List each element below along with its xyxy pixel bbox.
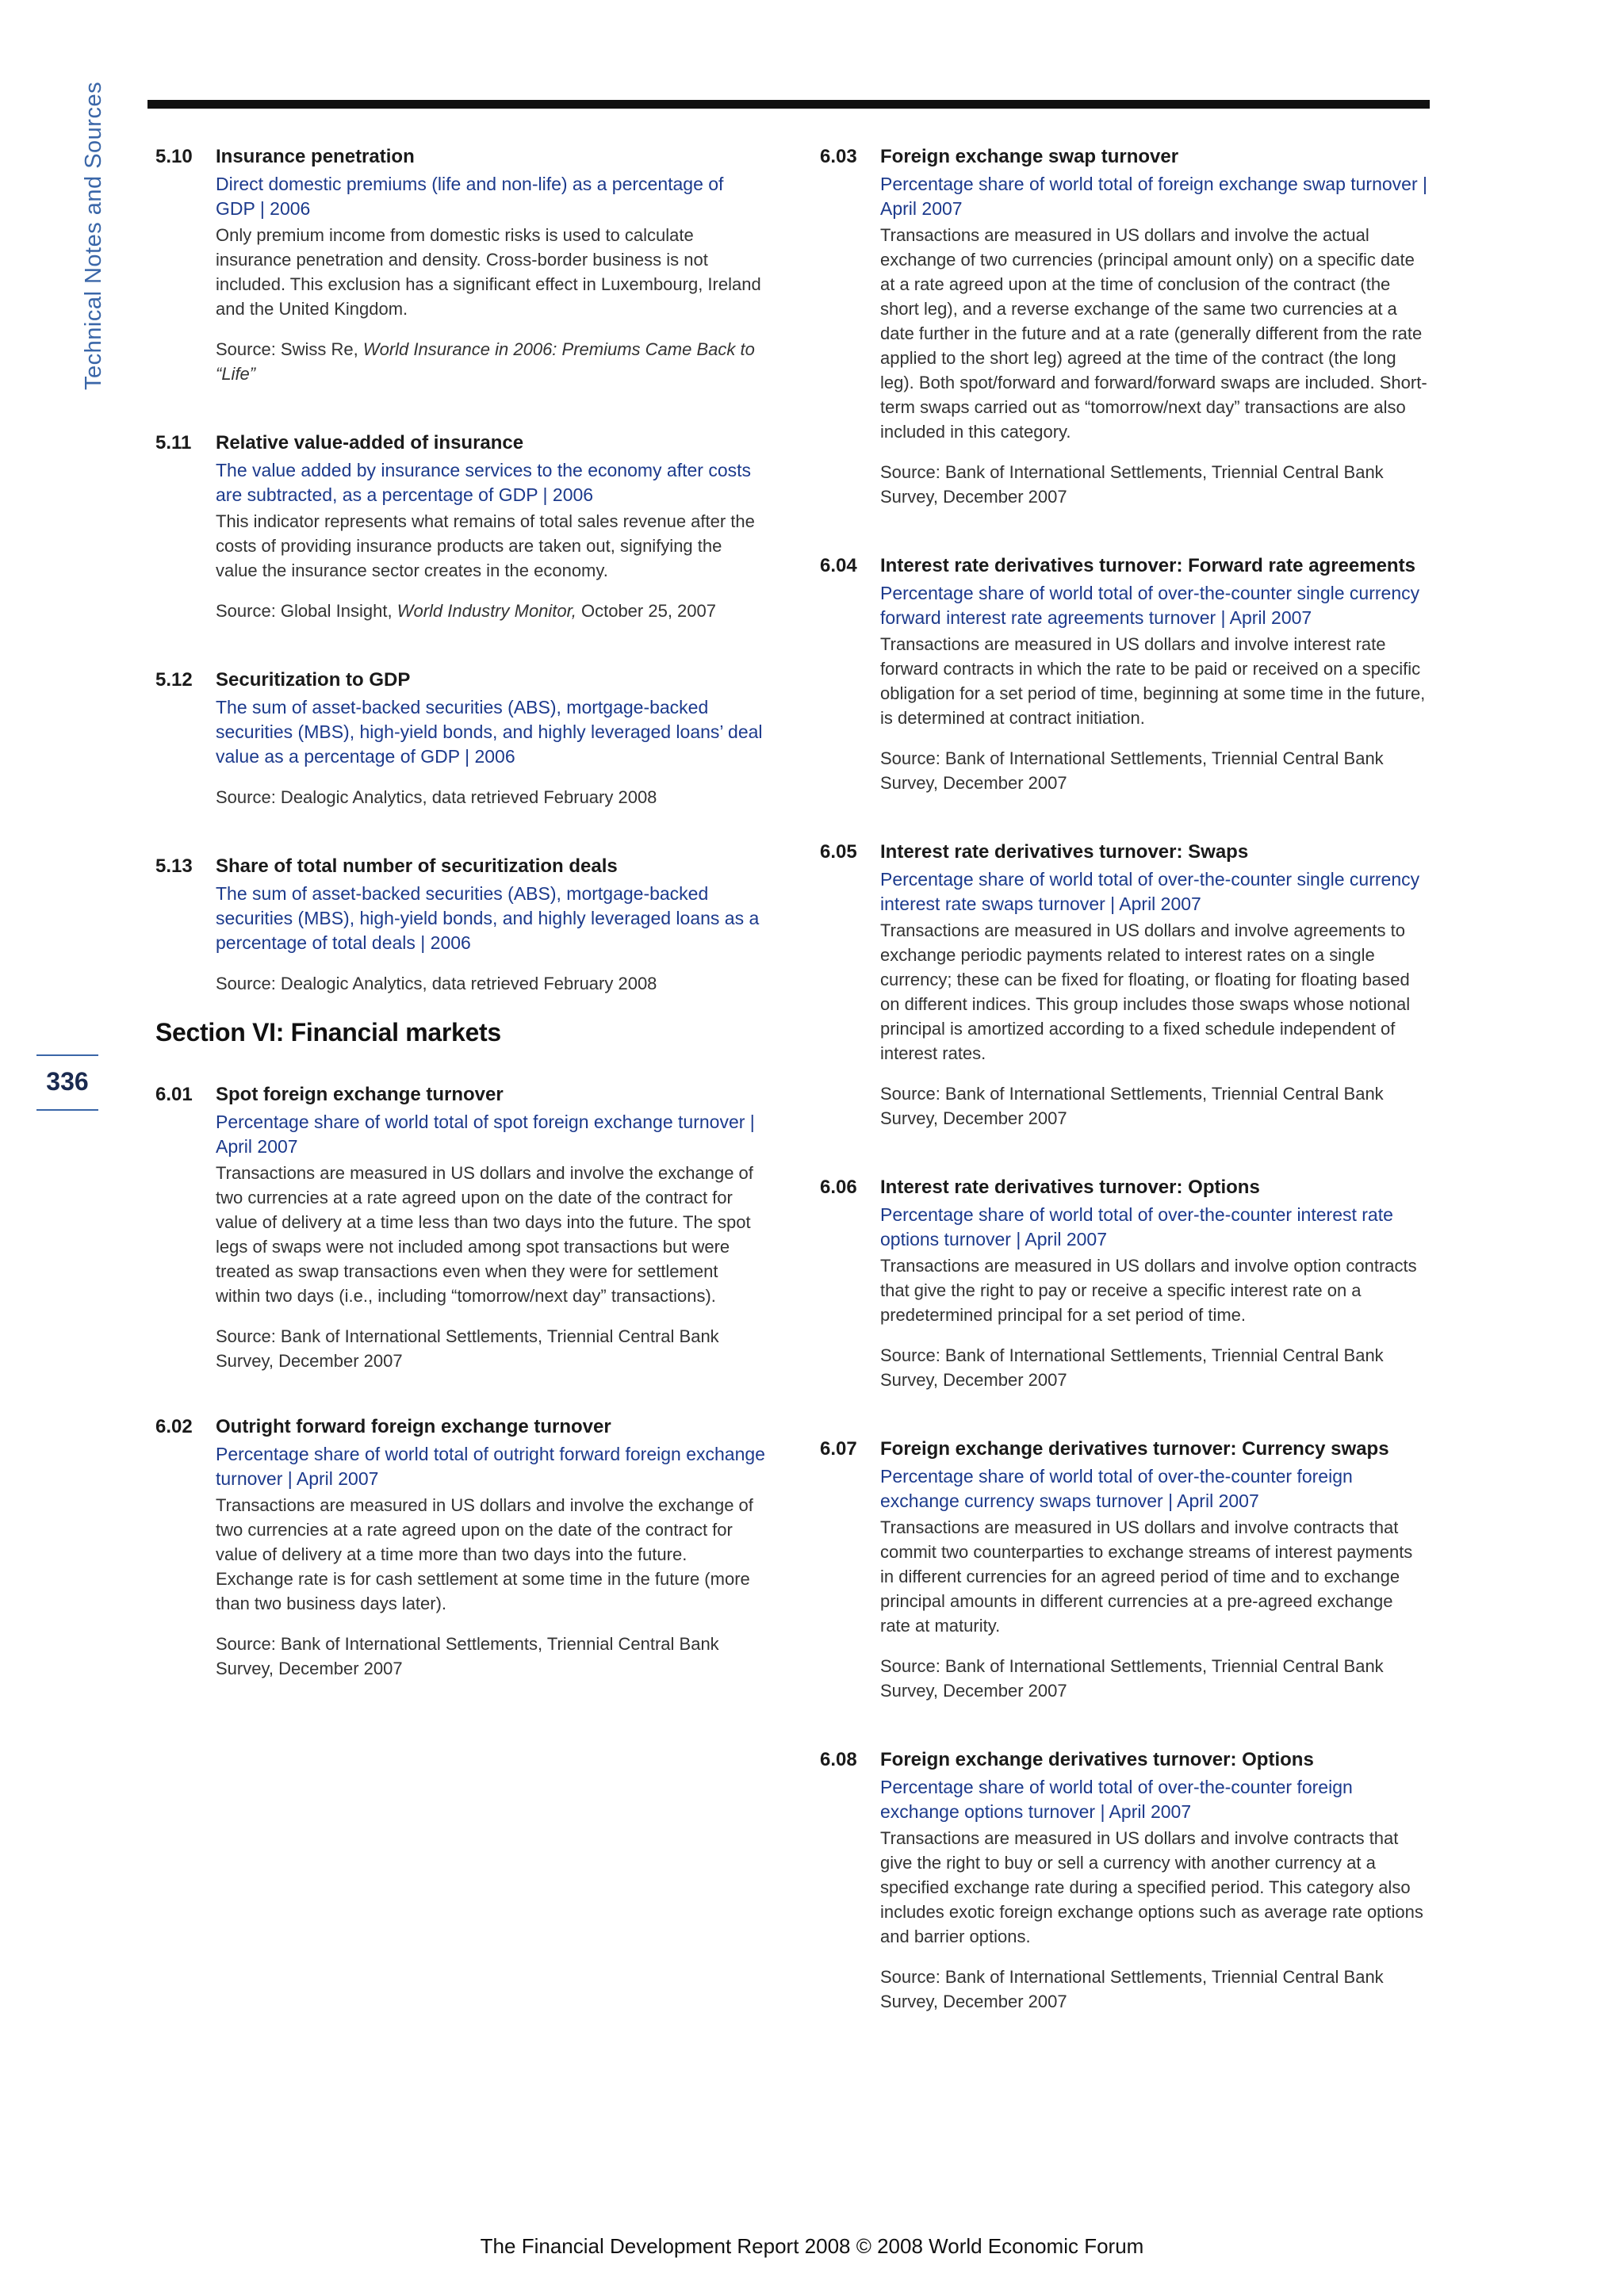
indicator-source (880, 1081, 1427, 1131)
indicator-number: 6.03 (820, 146, 857, 167)
indicator-source (216, 971, 766, 996)
indicator-body (216, 668, 766, 809)
indicator-entry (820, 840, 1427, 1131)
top-rule (147, 100, 1430, 109)
indicator-title: Share of total number of securitization deals (216, 855, 618, 877)
page-number-rule-bottom (36, 1109, 98, 1111)
indicator-description: Transactions are measured in US dollars and involve contracts that give the right to buy or sell a currency with another currency at a specified exchange rate during a specified period. This category also includes exotic foreign exchange options such as average rate options and barrier options. (880, 1828, 1423, 1946)
indicator-source (880, 1654, 1427, 1703)
source-publication: World Industry Monitor, (396, 601, 576, 621)
indicator-body (216, 854, 766, 996)
indicator-body (216, 1414, 766, 1681)
indicator-number: 5.13 (155, 855, 193, 877)
right-entries (820, 144, 1427, 2014)
source-text: Source: Bank of International Settlements, Triennial Central Bank Survey, December 2007 (880, 1967, 1384, 2011)
source-text: Source: Bank of International Settlements, Triennial Central Bank Survey, December 2007 (880, 1084, 1384, 1128)
left-entries (155, 144, 766, 996)
right-column (820, 144, 1427, 2014)
indicator-title: Securitization to GDP (216, 669, 411, 691)
page-number: 336 (46, 1067, 89, 1096)
indicator-body (880, 1437, 1427, 1703)
indicator-title: Spot foreign exchange turnover (216, 1084, 504, 1105)
source-text: Source: Bank of International Settlements, Triennial Central Bank Survey, December 2007 (216, 1634, 719, 1678)
indicator-number: 6.01 (155, 1084, 193, 1105)
indicator-number: 6.06 (820, 1177, 857, 1198)
indicator-entry (820, 553, 1427, 795)
indicator-description: Transactions are measured in US dollars and involve the exchange of two currencies at a rate agreed upon on the date of the contract for value of delivery at a time more than two days into the future. Exchange rate is for cash settlement at some time in the future (more than two business days later). (216, 1495, 753, 1613)
indicator-body (880, 1747, 1427, 2014)
indicator-number: 6.08 (820, 1749, 857, 1770)
indicator-body (880, 144, 1427, 509)
indicator-description: Transactions are measured in US dollars and involve interest rate forward contracts in which the rate to be paid or received on a specific obligation for a set period of time, beginning at some time in the future, is determined at contract initiation. (880, 634, 1426, 728)
indicator-definition: Percentage share of world total of over-the-counter single currency interest rate swaps turnover | April 2007 (880, 869, 1420, 914)
source-text: Source: Dealogic Analytics, data retrieved February 2008 (216, 974, 657, 993)
indicator-title: Insurance penetration (216, 146, 415, 167)
indicator-number: 5.12 (155, 669, 193, 691)
indicator-entry (155, 430, 766, 623)
source-publication: World Insurance in 2006: Premiums Came Back to “Life” (216, 339, 755, 384)
indicator-body (216, 430, 766, 623)
indicator-number: 6.04 (820, 555, 857, 576)
indicator-source (880, 1343, 1427, 1392)
indicator-title: Interest rate derivatives turnover: Options (880, 1177, 1260, 1198)
left-column (155, 144, 766, 1681)
indicator-number: 5.10 (155, 146, 193, 167)
indicator-number: 6.02 (155, 1416, 193, 1437)
indicator-entry (155, 1414, 766, 1681)
indicator-entry (155, 668, 766, 809)
source-text: Source: Global Insight, (216, 601, 397, 621)
indicator-definition: Percentage share of world total of outright forward foreign exchange turnover | April 2007 (216, 1444, 765, 1489)
indicator-definition: Direct domestic premiums (life and non-life) as a percentage of GDP | 2006 (216, 174, 724, 219)
indicator-description: Only premium income from domestic risks is used to calculate insurance penetration and density. Cross-border business is not included. This exclusion has a significant effect in Luxembourg, Ireland and the United Kingdom. (216, 225, 761, 319)
source-text: Source: Dealogic Analytics, data retrieved February 2008 (216, 787, 657, 807)
indicator-body (880, 553, 1427, 795)
indicator-definition: The sum of asset-backed securities (ABS), mortgage-backed securities (MBS), high-yield bonds, and highly leveraged loans as a percentage of total deals | 2006 (216, 883, 760, 953)
indicator-definition: The sum of asset-backed securities (ABS), mortgage-backed securities (MBS), high-yield bonds, and highly leveraged loans’ deal value as a percentage of GDP | 2006 (216, 697, 763, 767)
indicator-entry (155, 854, 766, 996)
indicator-definition: Percentage share of world total of foreign exchange swap turnover | April 2007 (880, 174, 1427, 219)
page-number-block (36, 1054, 98, 1111)
indicator-definition: The value added by insurance services to the economy after costs are subtracted, as a percentage of GDP | 2006 (216, 460, 752, 505)
indicator-entry (820, 144, 1427, 509)
indicator-source (216, 337, 766, 386)
indicator-source (880, 746, 1427, 795)
source-text: Source: Bank of International Settlements, Triennial Central Bank Survey, December 2007 (216, 1326, 719, 1371)
indicator-source (216, 1632, 766, 1681)
indicator-entry (820, 1175, 1427, 1392)
source-text: Source: Bank of International Settlements, Triennial Central Bank Survey, December 2007 (880, 1656, 1384, 1701)
indicator-entry (820, 1747, 1427, 2014)
section-heading: Section VI: Financial markets (155, 1018, 501, 1047)
source-text: Source: Bank of International Settlements, Triennial Central Bank Survey, December 2007 (880, 748, 1384, 793)
indicator-body (880, 1175, 1427, 1392)
source-text: Source: Bank of International Settlements, Triennial Central Bank Survey, December 2007 (880, 462, 1384, 507)
indicator-number: 6.07 (820, 1438, 857, 1460)
indicator-body (216, 144, 766, 386)
indicator-description: Transactions are measured in US dollars and involve option contracts that give the right to pay or receive a specific interest rate on a predetermined principal for a set period of time. (880, 1256, 1417, 1325)
indicator-number: 5.11 (155, 432, 192, 453)
indicator-title: Relative value-added of insurance (216, 432, 524, 453)
indicator-title: Interest rate derivatives turnover: Swaps (880, 841, 1249, 863)
side-tab-label: Technical Notes and Sources (81, 81, 106, 390)
section-entries (155, 1082, 766, 1681)
indicator-number: 6.05 (820, 841, 857, 863)
indicator-title: Outright forward foreign exchange turnover (216, 1416, 611, 1437)
indicator-source (880, 460, 1427, 509)
indicator-body (216, 1082, 766, 1373)
indicator-title: Foreign exchange swap turnover (880, 146, 1179, 167)
indicator-title: Interest rate derivatives turnover: Forward rate agreements (880, 555, 1415, 576)
indicator-source (216, 1324, 766, 1373)
indicator-source (880, 1965, 1427, 2014)
indicator-title: Foreign exchange derivatives turnover: Options (880, 1749, 1314, 1770)
source-text: Source: Bank of International Settlements, Triennial Central Bank Survey, December 2007 (880, 1345, 1384, 1390)
indicator-source (216, 599, 766, 623)
indicator-definition: Percentage share of world total of over-the-counter single currency forward interest rate agreements turnover | April 2007 (880, 583, 1420, 628)
indicator-entry (155, 1082, 766, 1373)
indicator-entry (155, 144, 766, 386)
indicator-definition: Percentage share of world total of over-the-counter interest rate options turnover | April 2007 (880, 1204, 1393, 1249)
indicator-title: Foreign exchange derivatives turnover: Currency swaps (880, 1438, 1389, 1460)
indicator-description: This indicator represents what remains of total sales revenue after the costs of providing insurance products are taken out, signifying the value the insurance sector creates in the economy. (216, 511, 755, 580)
indicator-source (216, 785, 766, 809)
page-footer: The Financial Development Report 2008 © 2008 World Economic Forum (480, 2234, 1144, 2258)
indicator-body (880, 840, 1427, 1131)
indicator-definition: Percentage share of world total of over-the-counter foreign exchange options turnover | April 2007 (880, 1777, 1353, 1822)
indicator-description: Transactions are measured in US dollars and involve contracts that commit two counterparties to exchange streams of interest payments in different currencies for an agreed period of time and to exchange principal amounts in different currencies at a pre-agreed exchange rate at maturity. (880, 1517, 1413, 1636)
indicator-description: Transactions are measured in US dollars and involve the actual exchange of two currencies (principal amount only) on a specific date at a rate agreed upon at the time of conclusion of the contract (the short leg), and a reverse exchange of the same two currencies at a date further in the future and at a rate (generally different from the rate applied to the short leg) agreed at the time of the contract (the long leg). Both spot/forward and forward/forward swaps are included. Short-term swaps carried out as “tomorrow/next day” transactions are also included in this category. (880, 225, 1427, 442)
indicator-description: Transactions are measured in US dollars and involve agreements to exchange periodic payments related to interest rates on a single currency; these can be fixed for floating, or floating for floating based on different indices. This group includes those swaps whose notional principal is amortized according to a fixed schedule independent of interest rates. (880, 920, 1411, 1063)
indicator-definition: Percentage share of world total of over-the-counter foreign exchange currency swaps turnover | April 2007 (880, 1466, 1353, 1511)
indicator-definition: Percentage share of world total of spot foreign exchange turnover | April 2007 (216, 1112, 755, 1157)
indicator-description: Transactions are measured in US dollars and involve the exchange of two currencies at a rate agreed upon on the date of the contract for value of delivery at a time less than two days into the future. The spot legs of swaps were not included among spot transactions but were treated as swap transactions even when they were for settlement within two days (i.e., including “tomorrow/next day” transactions). (216, 1163, 753, 1306)
source-text: Source: Swiss Re, (216, 339, 363, 359)
side-tab (78, 81, 109, 396)
source-date: October 25, 2007 (576, 601, 716, 621)
indicator-entry (820, 1437, 1427, 1703)
